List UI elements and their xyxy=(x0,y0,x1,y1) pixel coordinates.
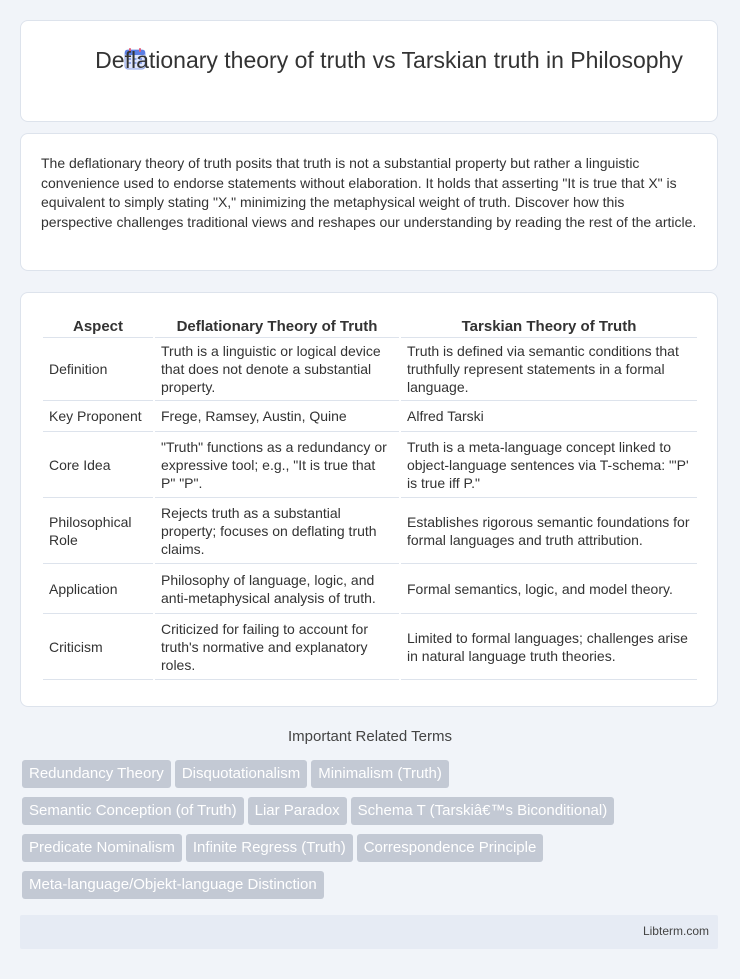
cell-aspect: Criticism xyxy=(43,614,153,680)
table-row xyxy=(43,432,697,498)
related-term-tag[interactable]: Correspondence Principle xyxy=(357,834,544,862)
cell-deflationary: Truth is a linguistic or logical device that does not denote a substantial property. xyxy=(155,338,399,401)
cell-tarskian: Formal semantics, logic, and model theory. xyxy=(401,564,697,614)
comparison-table xyxy=(41,313,699,680)
header-card xyxy=(20,20,718,122)
table-row xyxy=(43,614,697,680)
header-aspect: Aspect xyxy=(43,313,153,338)
cell-aspect: Application xyxy=(43,564,153,614)
page-title: Deflationary theory of truth vs Tarskian truth in Philosophy xyxy=(95,47,683,73)
comparison-card xyxy=(20,292,718,707)
cell-aspect: Key Proponent xyxy=(43,401,153,432)
footer-site-link[interactable]: Libterm.com xyxy=(642,924,709,938)
cell-aspect: Philosophical Role xyxy=(43,498,153,564)
related-terms-title: Important Related Terms xyxy=(288,728,452,745)
related-term-tag[interactable]: Minimalism (Truth) xyxy=(311,760,449,788)
related-terms-list xyxy=(22,760,702,908)
related-term-tag[interactable]: Infinite Regress (Truth) xyxy=(186,834,353,862)
cell-deflationary: Frege, Ramsey, Austin, Quine xyxy=(155,401,399,432)
cell-tarskian: Alfred Tarski xyxy=(401,401,697,432)
related-term-tag[interactable]: Semantic Conception (of Truth) xyxy=(22,797,244,825)
header-tarskian: Tarskian Theory of Truth xyxy=(401,313,697,338)
intro-text: The deflationary theory of truth posits that truth is not a substantial property but rather a linguistic convenience used to endorse statements without elaboration. It holds that asserting "It is true that X" is equivalent to simply stating "X," minimizing the metaphysical weight of truth. Discover how this perspective challenges traditional views and reshapes our understanding by reading the rest of the article. xyxy=(41,155,697,230)
related-term-tag[interactable]: Predicate Nominalism xyxy=(22,834,182,862)
intro-card xyxy=(20,133,718,271)
related-term-tag[interactable]: Meta-language/Objekt-language Distinction xyxy=(22,871,324,899)
header-deflationary: Deflationary Theory of Truth xyxy=(155,313,399,338)
cell-tarskian: Truth is a meta-language concept linked to object-language sentences via T-schema: "'P' is true iff P." xyxy=(401,432,697,498)
cell-tarskian: Establishes rigorous semantic foundations for formal languages and truth attribution. xyxy=(401,498,697,564)
cell-tarskian: Truth is defined via semantic conditions that truthfully represent statements in a formal language. xyxy=(401,338,697,401)
footer xyxy=(20,915,718,949)
related-term-tag[interactable]: Redundancy Theory xyxy=(22,760,171,788)
cell-aspect: Definition xyxy=(43,338,153,401)
cell-deflationary: Criticized for failing to account for truth's normative and explanatory roles. xyxy=(155,614,399,680)
table-row xyxy=(43,338,697,401)
related-term-tag[interactable]: Liar Paradox xyxy=(248,797,347,825)
table-row xyxy=(43,498,697,564)
table-header-row xyxy=(43,313,697,338)
related-term-tag[interactable]: Disquotationalism xyxy=(175,760,307,788)
cell-deflationary: "Truth" functions as a redundancy or expressive tool; e.g., "It is true that P" "P". xyxy=(155,432,399,498)
related-term-tag[interactable]: Schema T (Tarskiâ€™s Biconditional) xyxy=(351,797,615,825)
cell-tarskian: Limited to formal languages; challenges arise in natural language truth theories. xyxy=(401,614,697,680)
cell-deflationary: Rejects truth as a substantial property; focuses on deflating truth claims. xyxy=(155,498,399,564)
cell-deflationary: Philosophy of language, logic, and anti-metaphysical analysis of truth. xyxy=(155,564,399,614)
table-row xyxy=(43,401,697,432)
table-row xyxy=(43,564,697,614)
cell-aspect: Core Idea xyxy=(43,432,153,498)
